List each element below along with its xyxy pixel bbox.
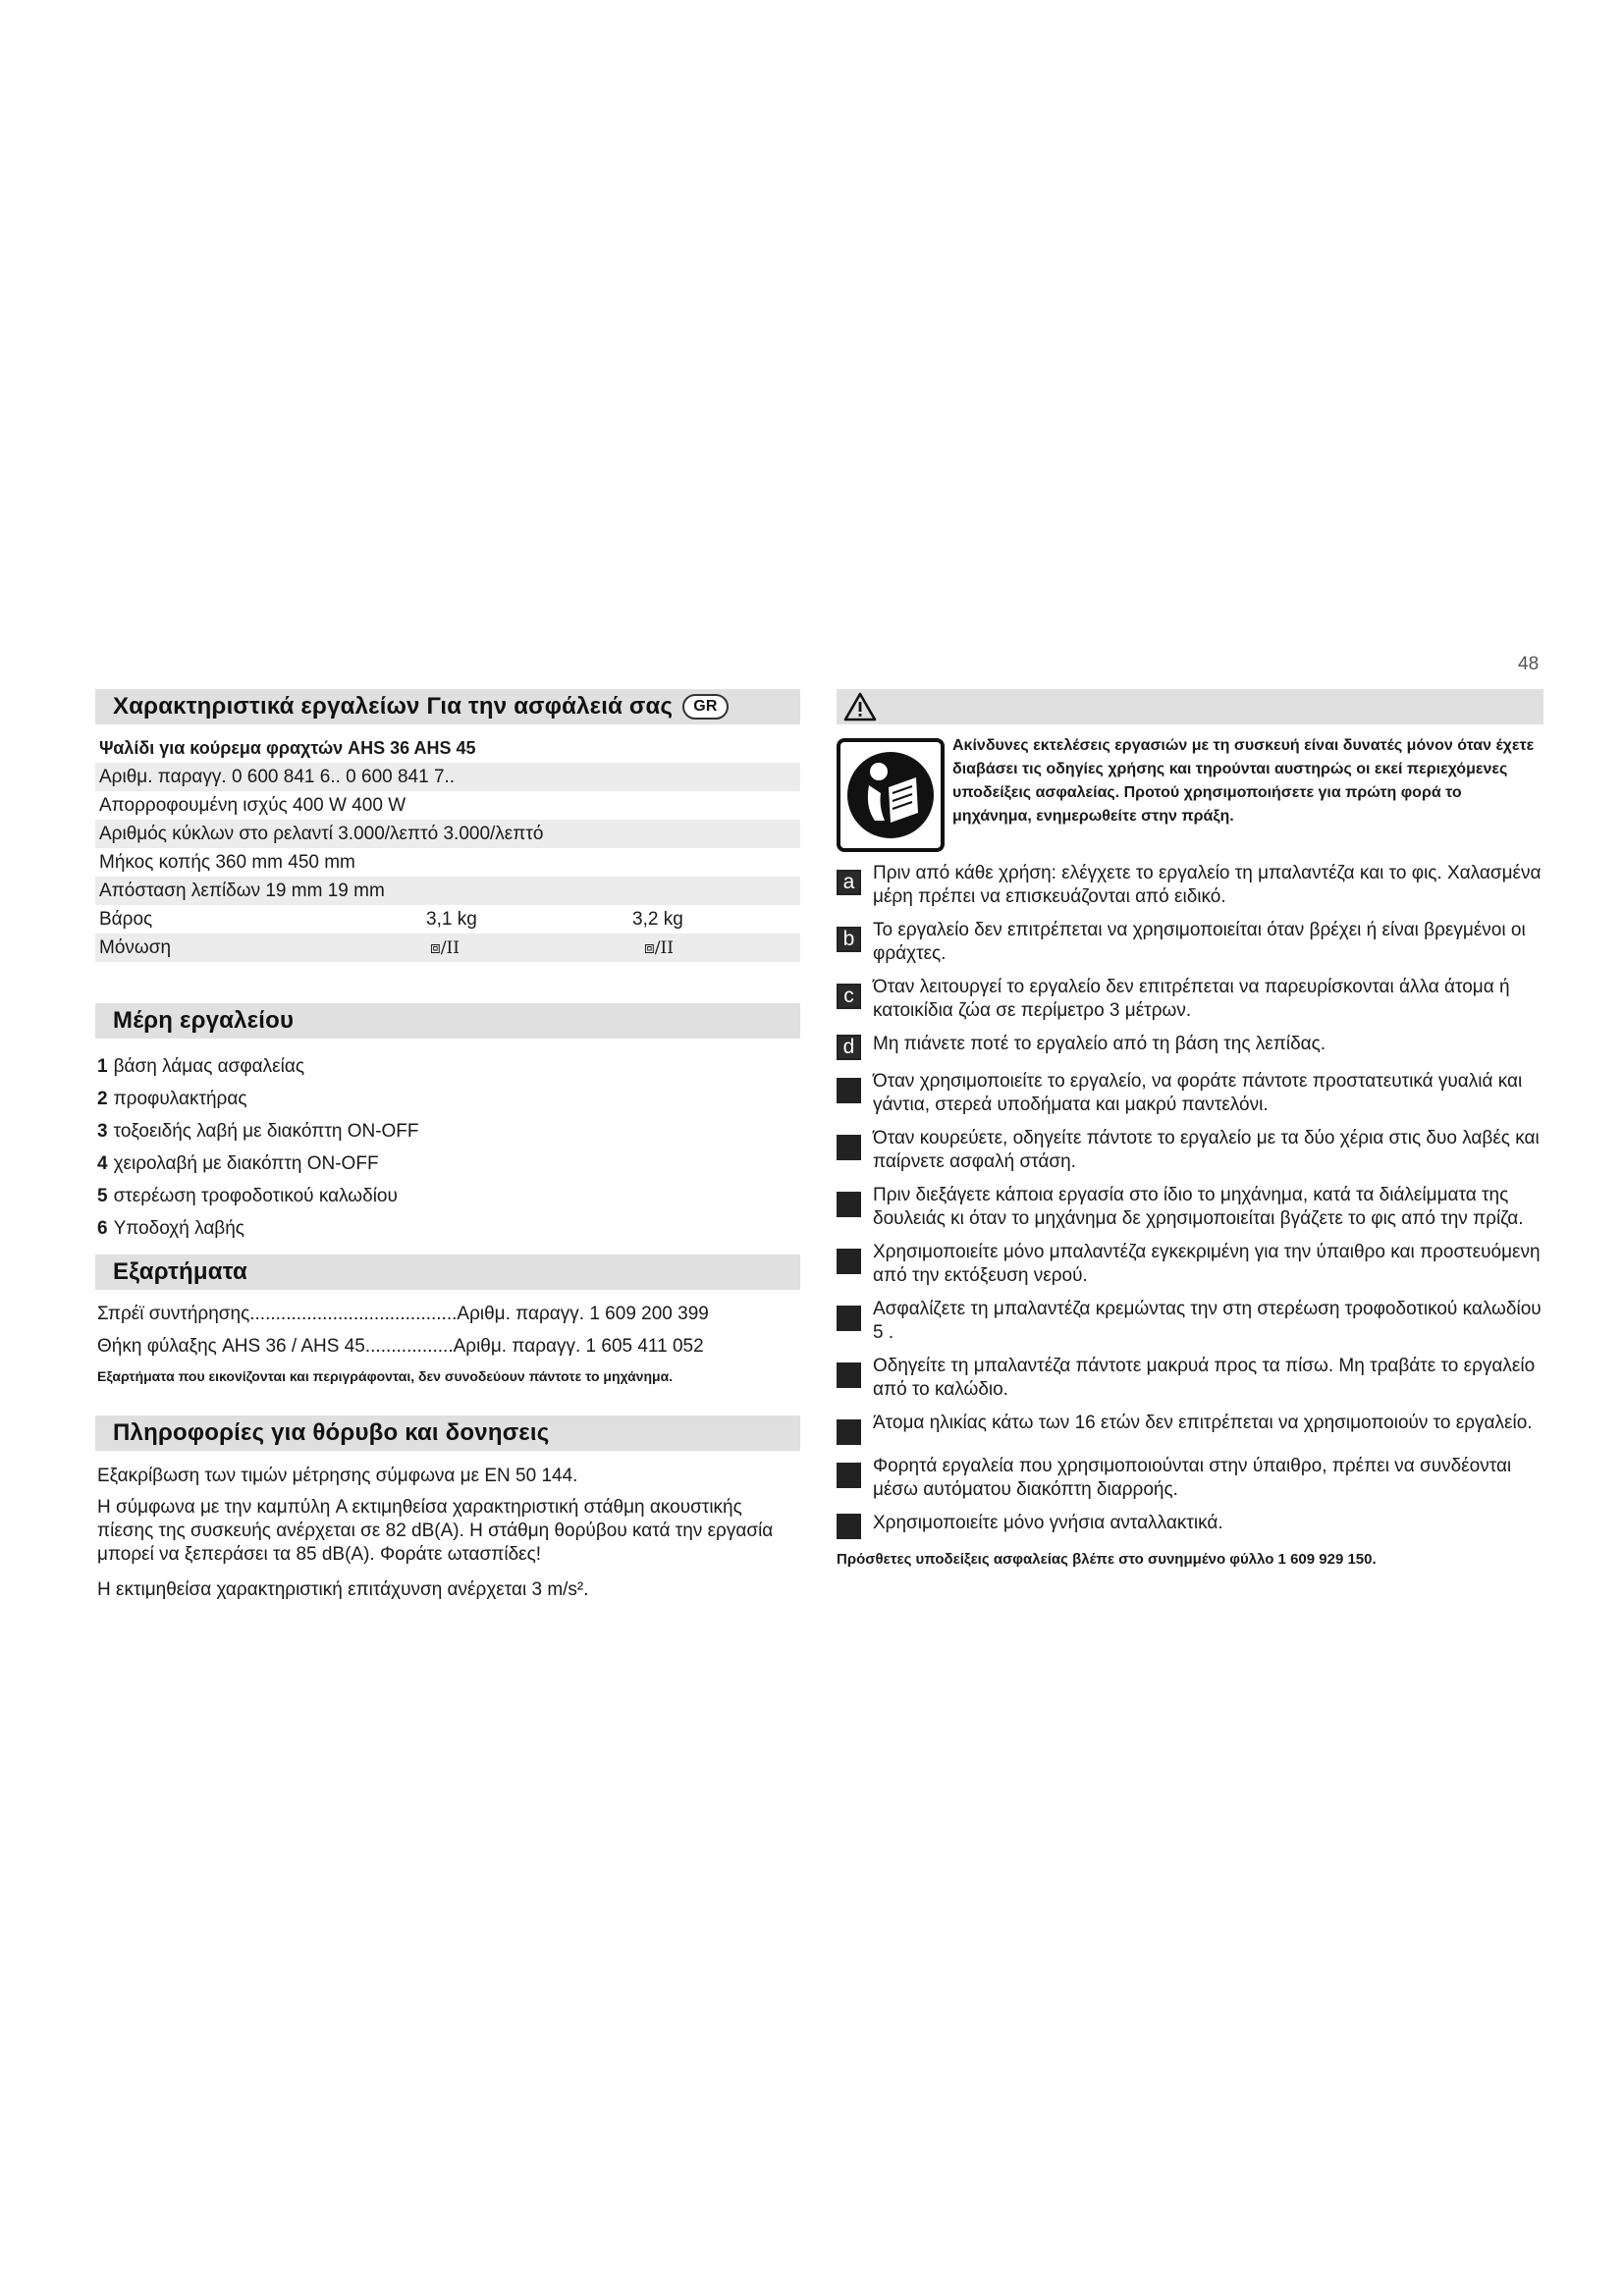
rule-text: Χρησιμοποιείτε μόνο γνήσια ανταλλακτικά. <box>873 1513 1223 1533</box>
insulation-row <box>95 934 800 962</box>
safety-heading <box>837 689 1543 724</box>
read-manual-symbol <box>845 748 936 842</box>
safety-rules <box>837 862 1543 1539</box>
read-manual-notice <box>837 738 1543 852</box>
part-number: 1 <box>97 1055 108 1077</box>
spec-row <box>95 848 800 877</box>
bullet-square-icon <box>837 1306 861 1331</box>
noise-paragraph: Εξακρίβωση των τιμών μέτρησης σύμφωνα με EN 50 144. <box>97 1466 578 1486</box>
spec-row-text: Απορροφουμένη ισχύς 400 W 400 W <box>99 794 406 816</box>
list-item <box>95 1212 800 1245</box>
list-item: Σπρέϊ συντήρησης........................................Αριθμ. παραγγ. 1 609 200 399 <box>97 1303 709 1324</box>
safety-rule <box>837 1512 1543 1539</box>
part-number: 2 <box>97 1088 108 1109</box>
list-item <box>95 1180 800 1212</box>
bullet-square-icon <box>837 1514 861 1539</box>
rule-marker: b <box>837 927 861 952</box>
additional-safety-note: Πρόσθετες υποδείξεις ασφαλείας βλέπε στο συνημμένο φύλλο 1 609 929 150. <box>837 1551 1377 1568</box>
rule-text: Φορητά εργαλεία που χρησιμοποιούνται στην ύπαιθρο, πρέπει να συνδέονται μέσω αυτόματου διακόπτη διαρροής. <box>873 1456 1512 1500</box>
list-item <box>95 1050 800 1083</box>
part-number: 4 <box>97 1152 108 1174</box>
part-label: στερέωση τροφοδοτικού καλωδίου <box>113 1185 398 1206</box>
list-item <box>95 1083 800 1115</box>
rule-marker: a <box>837 870 861 895</box>
bullet-square-icon <box>837 1362 861 1388</box>
left-column <box>95 689 800 1602</box>
safety-rule <box>837 1033 1543 1060</box>
accessories-heading-text: Εξαρτήματα <box>113 1258 247 1285</box>
read-manual-text: Ακίνδυνες εκτελέσεις εργασιών με τη συσκευή είναι δυνατές μόνον όταν έχετε διαβάσει τις οδηγίες χρήσης και τηρούνται αυστηρώς οι εκεί περιεχόμενες υποδείξεις ασφαλείας. Προτού χρησιμοποιήσετε για πρώτη φορά το μηχάνημα, ενημερωθείτε στην πράξη. <box>952 737 1535 825</box>
bullet-square-icon <box>837 1249 861 1274</box>
weight-row <box>95 905 800 934</box>
rule-text: Όταν λειτουργεί το εργαλείο δεν επιτρέπεται να παρευρίσκονται άλλα άτομα ή κατοικίδια ζώα σε περίμετρο 3 μέτρων. <box>873 977 1510 1021</box>
noise-paragraph: Η σύμφωνα με την καμπύλη A εκτιμηθείσα χαρακτηριστική στάθμη ακουστικής πίεσης της συσκευής ανέρχεται σε 82 dB(A). Η στάθμη θορύβου κατά την εργασία μπορεί να ξεπεράσει τα 85 dB(A). Φοράτε ωτασπίδες! <box>97 1497 774 1565</box>
language-badge: GR <box>682 694 728 720</box>
spec-row <box>95 763 800 791</box>
rule-text: Όταν κουρεύετε, οδηγείτε πάντοτε το εργαλείο με τα δύο χέρια στις δυο λαβές και παίρνετε ασφαλή στάση. <box>873 1128 1540 1172</box>
spec-row-text: Απόσταση λεπίδων 19 mm 19 mm <box>99 880 385 901</box>
parts-heading <box>95 1003 800 1039</box>
read-manual-icon <box>837 738 945 852</box>
bullet-square-icon <box>837 1135 861 1160</box>
safety-rule <box>837 976 1543 1023</box>
spec-row <box>95 877 800 905</box>
accessories-heading <box>95 1255 800 1290</box>
tool-specs-heading-text: Χαρακτηριστικά εργαλείων Για την ασφάλειά σας <box>113 693 674 720</box>
noise-heading-text: Πληροφορίες για θόρυβο και δονησεις <box>113 1419 550 1446</box>
weight-value-45: 3,2 kg <box>632 908 683 930</box>
part-label: προφυλακτήρας <box>113 1088 247 1109</box>
part-label: βάση λάμας ασφαλείας <box>113 1055 304 1077</box>
rule-text: Πριν διεξάγετε κάποια εργασία στο ίδιο το μηχάνημα, κατά τα διάλείμματα της δουλειάς κι όταν το μηχάνημα δε χρησιμοποιείται βγάζετε το φις από την πρίζα. <box>873 1185 1524 1229</box>
rule-text: Το εργαλείο δεν επιτρέπεται να χρησιμοποιείται όταν βρέχει ή είναι βρεγμένοι οι φράχτες. <box>873 920 1526 964</box>
part-label: τοξοειδής λαβή με διακόπτη ON-OFF <box>113 1120 419 1142</box>
list-item <box>95 1115 800 1148</box>
safety-rule <box>837 1355 1543 1402</box>
safety-rule <box>837 1455 1543 1502</box>
safety-rule <box>837 1070 1543 1117</box>
safety-rule <box>837 1412 1543 1445</box>
rule-text: Άτομα ηλικίας κάτω των 16 ετών δεν επιτρέπεται να χρησιμοποιούν το εργαλείο. <box>873 1413 1533 1433</box>
bullet-square-icon <box>837 1463 861 1488</box>
rule-text: Χρησιμοποιείτε μόνο μπαλαντέζα εγκεκριμένη για την ύπαιθρο και προστευόμενη από την εκτόξευση νερού. <box>873 1242 1541 1286</box>
safety-rule <box>837 862 1543 909</box>
part-number: 5 <box>97 1185 108 1206</box>
part-number: 6 <box>97 1217 108 1239</box>
rule-marker: d <box>837 1035 861 1060</box>
spec-row <box>95 791 800 820</box>
right-column <box>837 689 1543 1568</box>
list-item <box>95 1148 800 1180</box>
insulation-value-45: ⧈/II <box>644 937 674 958</box>
noise-heading <box>95 1415 800 1451</box>
tool-specs-heading <box>95 689 800 724</box>
warning-triangle-icon <box>842 691 878 722</box>
parts-list <box>95 1050 800 1245</box>
safety-rule <box>837 919 1543 966</box>
safety-rule <box>837 1241 1543 1288</box>
weight-label: Βάρος <box>99 908 153 930</box>
accessories-list <box>95 1298 800 1362</box>
list-item: Θήκη φύλαξης AHS 36 / AHS 45.................Αριθμ. παραγγ. 1 605 411 052 <box>97 1335 704 1357</box>
weight-value-36: 3,1 kg <box>426 908 477 930</box>
page-number: 48 <box>1518 654 1540 674</box>
safety-rule <box>837 1298 1543 1345</box>
spec-row-text: Αριθμός κύκλων στο ρελαντί 3.000/λεπτό 3.000/λεπτό <box>99 823 544 844</box>
noise-paragraph: Η εκτιμηθείσα χαρακτηριστική επιτάχυνση ανέρχεται 3 m/s². <box>97 1579 589 1600</box>
insulation-value-36: ⧈/II <box>430 937 460 958</box>
accessories-note: Εξαρτήματα που εικονίζονται και περιγράφονται, δεν συνοδεύουν πάντοτε το μηχάνημα. <box>97 1368 674 1384</box>
bullet-square-icon <box>837 1078 861 1103</box>
spec-row-text: Αριθμ. παραγγ. 0 600 841 6.. 0 600 841 7.. <box>99 766 456 787</box>
safety-rule <box>837 1127 1543 1174</box>
spec-row-text: Μήκος κοπής 360 mm 450 mm <box>99 851 355 873</box>
bullet-square-icon <box>837 1419 861 1445</box>
rule-text: Ασφαλίζετε τη μπαλαντέζα κρεμώντας την στη στερέωση τροφοδοτικού καλωδίου 5 . <box>873 1299 1542 1343</box>
insulation-label: Μόνωση <box>99 936 172 958</box>
rule-text: Όταν χρησιμοποιείτε το εργαλείο, να φοράτε πάντοτε προστατευτικά γυαλιά και γάντια, στερεά υποδήματα και μακρύ παντελόνι. <box>873 1071 1523 1115</box>
rule-marker: c <box>837 984 861 1009</box>
part-label: χειρολαβή με διακόπτη ON-OFF <box>113 1152 379 1174</box>
rule-text: Πριν από κάθε χρήση: ελέγχετε το εργαλείο τη μπαλαντέζα και το φις. Χαλασμένα μέρη πρέπει να επισκευάζονται από ειδικό. <box>873 863 1542 907</box>
spec-title: Ψαλίδι για κούρεμα φραχτών AHS 36 AHS 45 <box>99 738 476 758</box>
rule-text: Οδηγείτε τη μπαλαντέζα πάντοτε μακρυά προς τα πίσω. Μη τραβάτε το εργαλείο από το καλώδιο. <box>873 1356 1536 1400</box>
parts-heading-text: Μέρη εργαλείου <box>113 1007 295 1034</box>
safety-rule <box>837 1184 1543 1231</box>
rule-text: Μη πιάνετε ποτέ το εργαλείο από τη βάση της λεπίδας. <box>873 1034 1326 1054</box>
spec-row <box>95 820 800 848</box>
part-label: Υποδοχή λαβής <box>113 1217 244 1239</box>
part-number: 3 <box>97 1120 108 1142</box>
bullet-square-icon <box>837 1192 861 1217</box>
